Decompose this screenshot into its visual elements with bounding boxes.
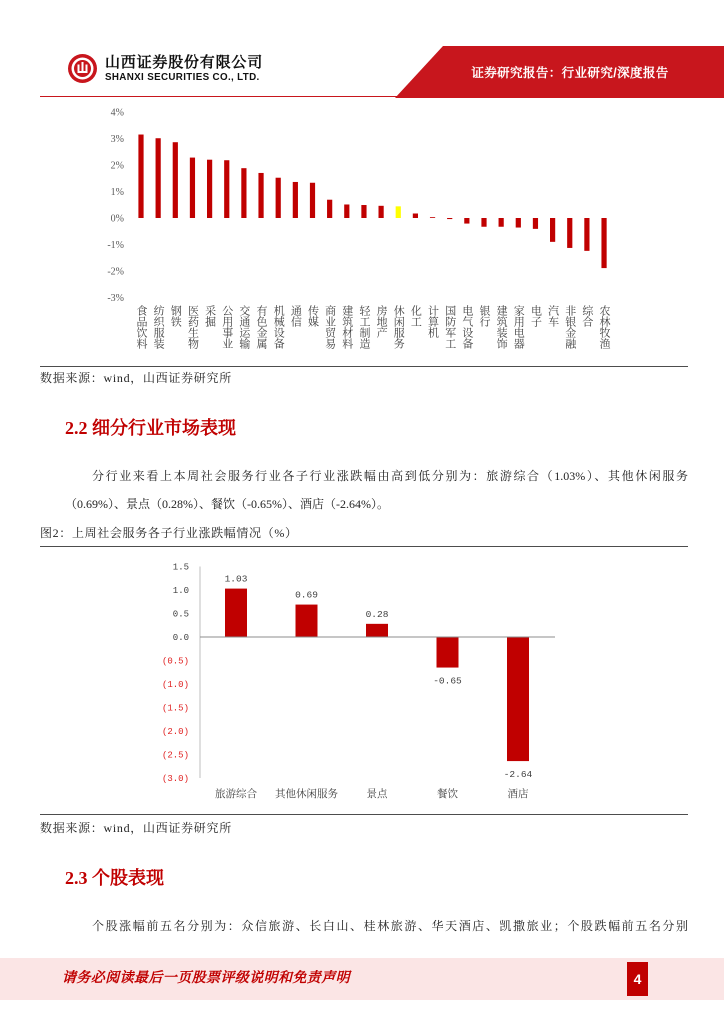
industry-bar <box>327 200 332 218</box>
industry-category-label: 有色金属 <box>255 305 268 349</box>
industry-category-label: 医药生物 <box>186 305 199 349</box>
industry-bar <box>413 213 418 218</box>
industry-category-label: 钢铁 <box>169 305 182 327</box>
footer-disclaimer: 请务必阅读最后一页股票评级说明和免责声明 <box>62 971 350 986</box>
company-name-en: SHANXI SECURITIES CO., LTD. <box>105 72 260 83</box>
subsector-ytick-label: 1.5 <box>172 562 189 573</box>
industry-bar <box>138 135 143 218</box>
industry-ytick-label: 0% <box>110 213 124 225</box>
logo-stroke <box>78 71 88 73</box>
industry-return-chart <box>0 100 724 362</box>
subsector-ytick-label: 0.5 <box>172 609 189 620</box>
industry-bar <box>533 218 538 229</box>
industry-bar <box>258 173 263 218</box>
industry-bar <box>241 168 246 218</box>
page-number: 4 <box>627 962 648 996</box>
section-heading-2-3: 2.3 个股表现 <box>65 868 164 888</box>
industry-bar <box>344 204 349 218</box>
industry-category-label: 交通运输 <box>237 305 250 349</box>
industry-category-label: 传媒 <box>306 305 319 327</box>
report-type-label: 证券研究报告：行业研究/深度报告 <box>471 66 669 80</box>
industry-bar <box>499 218 504 227</box>
industry-category-label: 农林牧渔 <box>598 305 611 349</box>
subsector-bar <box>437 637 459 668</box>
industry-bar <box>567 218 572 248</box>
industry-bar <box>276 178 281 218</box>
industry-bar <box>361 205 366 218</box>
section-2-2-paragraph-line: （0.69%）、景点（0.28%）、餐饮（-0.65%）、酒店（-2.64%）。 <box>65 497 389 511</box>
industry-category-label: 房地产 <box>375 305 388 338</box>
industry-bar <box>516 218 521 228</box>
industry-category-label: 电气设备 <box>460 305 473 349</box>
industry-category-label: 非银金融 <box>563 305 576 349</box>
subsector-data-label: 0.28 <box>365 608 389 620</box>
header-rule <box>40 96 400 97</box>
industry-bar <box>584 218 589 251</box>
subsector-return-chart-canvas <box>0 556 724 806</box>
industry-category-label: 建筑装饰 <box>495 305 508 349</box>
industry-category-label: 家用电器 <box>512 305 525 349</box>
industry-category-label: 电子 <box>529 305 542 327</box>
industry-category-label: 建筑材料 <box>340 305 353 349</box>
figure2-caption: 图2：上周社会服务各子行业涨跌幅情况（%） <box>40 526 298 540</box>
industry-category-label: 公用事业 <box>220 305 233 349</box>
subsector-ytick-label: (2.0) <box>161 727 189 738</box>
figure2-caption-rule <box>40 546 688 547</box>
industry-bar <box>379 206 384 218</box>
subsector-bar <box>366 624 388 637</box>
industry-ytick-label: 4% <box>110 107 124 119</box>
industry-category-label: 休闲服务 <box>392 305 405 349</box>
subsector-category-label: 旅游综合 <box>215 789 257 800</box>
industry-ytick-label: -2% <box>107 266 124 278</box>
figure1-source: 数据来源：wind，山西证券研究所 <box>40 371 232 385</box>
industry-bar <box>481 218 486 227</box>
industry-bar <box>601 218 606 268</box>
subsector-bar <box>296 605 318 637</box>
subsector-category-label: 餐饮 <box>437 789 458 800</box>
subsector-bar <box>507 637 529 761</box>
industry-bar <box>293 182 298 218</box>
industry-category-label: 计算机 <box>426 305 439 338</box>
section-2-3-paragraph-line: 个股涨幅前五名分别为：众信旅游、长白山、桂林旅游、华天酒店、凯撒旅业；个股跌幅前五名分别 <box>92 919 688 933</box>
subsector-ytick-label: (1.0) <box>161 680 189 691</box>
section-heading-2-2: 2.2 细分行业市场表现 <box>65 418 236 438</box>
subsector-ytick-label: 1.0 <box>172 586 189 597</box>
industry-bar <box>447 218 452 219</box>
subsector-data-label: -0.65 <box>433 675 462 687</box>
logo-stroke <box>82 62 84 73</box>
industry-ytick-label: 2% <box>110 160 124 172</box>
subsector-ytick-label: 0.0 <box>172 633 189 644</box>
industry-category-label: 纺织服装 <box>152 305 165 349</box>
subsector-ytick-label: (3.0) <box>161 774 189 785</box>
industry-bar <box>156 138 161 218</box>
figure2-source: 数据来源：wind，山西证券研究所 <box>40 821 232 835</box>
industry-bar <box>464 218 469 224</box>
subsector-bar <box>225 589 247 637</box>
subsector-return-chart <box>0 556 724 806</box>
subsector-category-label: 景点 <box>366 789 388 800</box>
industry-ytick-label: 3% <box>110 134 124 145</box>
industry-category-label: 机械设备 <box>272 305 285 349</box>
subsector-category-label: 其他休闲服务 <box>275 789 338 800</box>
section-2-2-paragraph-line: 分行业来看上本周社会服务行业各子行业涨跌幅由高到低分别为：旅游综合（1.03%）、其他休闲服务 <box>92 469 688 483</box>
industry-category-label: 银行 <box>478 305 490 327</box>
industry-category-label: 轻工制造 <box>357 305 370 349</box>
shanxi-securities-logo-icon <box>67 53 98 84</box>
subsector-ytick-label: (1.5) <box>161 703 189 714</box>
industry-ytick-label: 1% <box>110 187 124 198</box>
industry-bar <box>430 217 435 218</box>
subsector-data-label: 1.03 <box>224 573 248 585</box>
industry-category-label: 化工 <box>409 305 422 327</box>
figure2-source-rule <box>40 814 688 815</box>
industry-bar <box>207 160 212 218</box>
industry-ytick-label: -3% <box>107 293 124 304</box>
subsector-data-label: 0.69 <box>295 589 318 601</box>
industry-category-label: 国防军工 <box>443 305 456 349</box>
industry-category-label: 综合 <box>580 305 593 327</box>
industry-category-label: 汽车 <box>546 305 559 327</box>
industry-bar <box>173 142 178 218</box>
industry-bar <box>190 158 195 218</box>
industry-bar <box>550 218 555 242</box>
industry-bar <box>310 183 315 218</box>
industry-category-label: 采掘 <box>203 305 216 327</box>
subsector-data-label: -2.64 <box>503 769 533 781</box>
industry-category-label: 商业贸易 <box>323 305 336 349</box>
industry-bar <box>396 206 401 218</box>
industry-category-label: 通信 <box>289 305 302 327</box>
industry-bar <box>224 160 229 218</box>
industry-ytick-label: -1% <box>107 240 124 251</box>
subsector-ytick-label: (0.5) <box>161 656 189 667</box>
industry-category-label: 食品饮料 <box>135 305 147 349</box>
subsector-category-label: 酒店 <box>507 789 529 800</box>
subsector-ytick-label: (2.5) <box>161 750 189 761</box>
company-name-cn: 山西证券股份有限公司 <box>105 54 264 71</box>
figure1-source-rule <box>40 366 688 367</box>
